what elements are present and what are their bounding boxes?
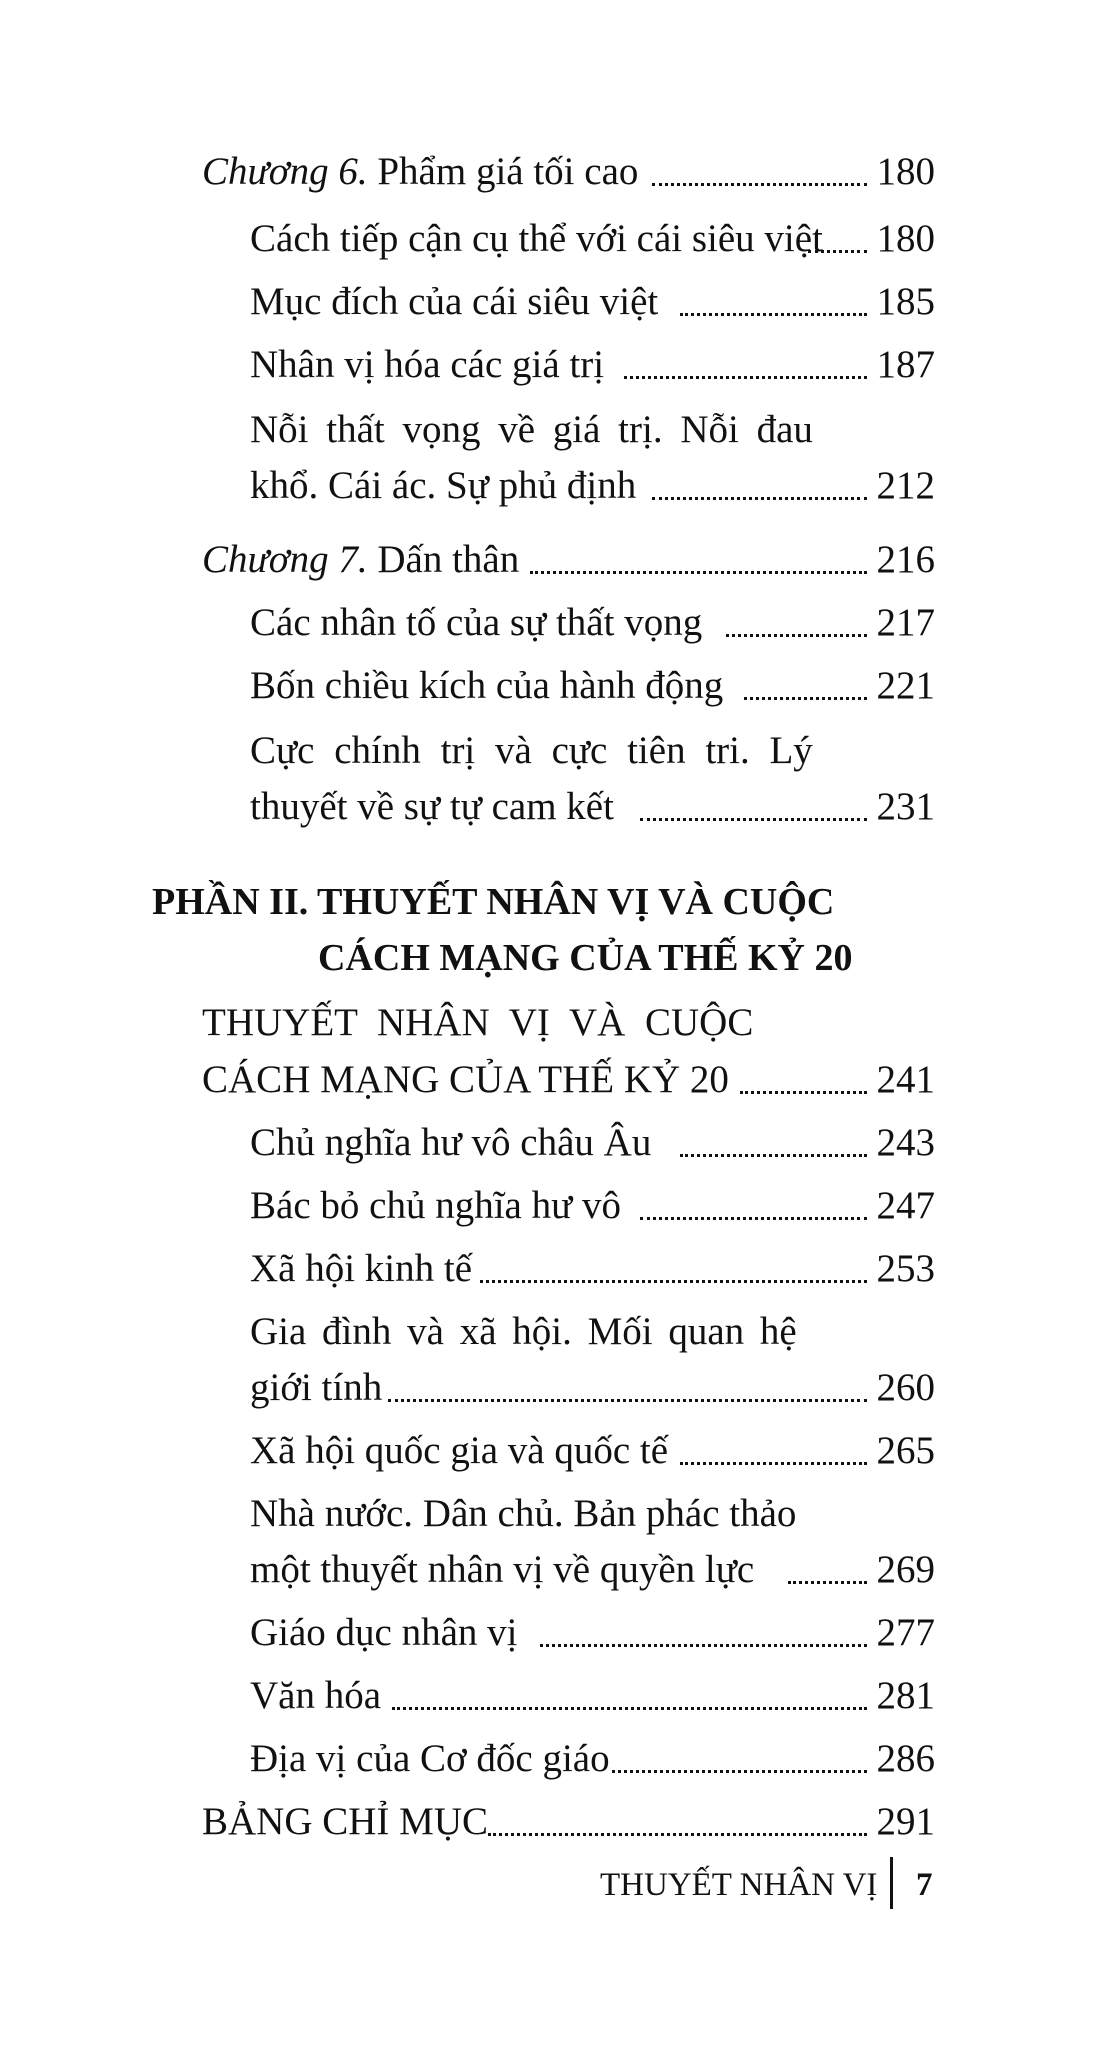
page-number: 212	[876, 464, 935, 507]
index-title: BẢNG CHỈ MỤC	[202, 1800, 489, 1843]
dot-leader	[530, 571, 867, 574]
section-title-line-1: Gia đình và xã hội. Mối quan hệ	[250, 1310, 797, 1353]
toc-entry-section	[0, 209, 1105, 269]
toc-entry-section	[0, 1603, 1105, 1663]
dot-leader	[680, 1462, 867, 1465]
dot-leader	[744, 697, 867, 700]
dot-leader	[788, 1581, 867, 1584]
section-title: Mục đích của cái siêu việt	[250, 280, 659, 323]
dot-leader	[726, 634, 867, 637]
dot-leader	[540, 1644, 867, 1647]
section-title: Cách tiếp cận cụ thể với cái siêu việt	[250, 217, 823, 260]
toc-entry-section	[0, 1113, 1105, 1173]
dot-leader	[612, 1770, 867, 1773]
toc-entry-section	[0, 335, 1105, 395]
toc-entry-section	[0, 1666, 1105, 1726]
dot-leader	[392, 1707, 867, 1710]
page-number: 216	[876, 538, 935, 581]
dot-leader	[640, 818, 867, 821]
toc-entry-section	[0, 656, 1105, 716]
toc-entry-section	[0, 593, 1105, 653]
toc-entry-chapter-7	[0, 530, 1105, 590]
section-title-line-1: Cực chính trị và cực tiên tri. Lý	[250, 729, 813, 772]
page-number: 221	[876, 664, 935, 707]
dot-leader	[680, 1154, 867, 1157]
dot-leader	[740, 1091, 867, 1094]
running-footer-title: THUYẾT NHÂN VỊ	[600, 1867, 878, 1903]
page-number: 241	[876, 1058, 935, 1101]
chapter-number: Chương 7.	[202, 538, 368, 581]
page-number: 260	[876, 1366, 935, 1409]
page-number: 291	[876, 1800, 935, 1843]
section-title-line-2: thuyết về sự tự cam kết	[250, 785, 614, 828]
section-title: Xã hội kinh tế	[250, 1247, 473, 1290]
section-title-line-2: khổ. Cái ác. Sự phủ định	[250, 464, 637, 507]
page-number: 265	[876, 1429, 935, 1472]
page-number: 253	[876, 1247, 935, 1290]
dot-leader	[480, 1280, 867, 1283]
entry-title-line-2: CÁCH MẠNG CỦA THẾ KỶ 20	[202, 1058, 729, 1101]
dot-leader	[680, 313, 867, 316]
dot-leader	[624, 376, 867, 379]
chapter-number: Chương 6.	[202, 150, 368, 193]
section-title: Xã hội quốc gia và quốc tế	[250, 1429, 669, 1472]
section-title: Giáo dục nhân vị	[250, 1611, 518, 1654]
section-title-line-1: Nỗi thất vọng về giá trị. Nỗi đau	[250, 408, 813, 451]
section-title: Bốn chiều kích của hành động	[250, 664, 724, 707]
section-title: Nhân vị hóa các giá trị	[250, 343, 605, 386]
toc-entry-section	[0, 1421, 1105, 1481]
toc-entry-section	[0, 777, 1105, 837]
page-number: 180	[876, 217, 935, 260]
page-number: 243	[876, 1121, 935, 1164]
page-number: 277	[876, 1611, 935, 1654]
toc-entry-index	[0, 1792, 1105, 1852]
chapter-title: Phẩm giá tối cao	[377, 150, 639, 193]
section-title-line-1: Nhà nước. Dân chủ. Bản phác thảo	[250, 1492, 797, 1535]
section-title: Bác bỏ chủ nghĩa hư vô	[250, 1184, 621, 1227]
dot-leader	[652, 497, 867, 500]
section-title: Các nhân tố của sự thất vọng	[250, 601, 703, 644]
toc-entry-section	[0, 1729, 1105, 1789]
page-number: 180	[876, 150, 935, 193]
toc-entry-section	[0, 1540, 1105, 1600]
part-heading-line-1: PHẦN II. THUYẾT NHÂN VỊ VÀ CUỘC	[152, 881, 835, 923]
page-number: 185	[876, 280, 935, 323]
page-number: 281	[876, 1674, 935, 1717]
toc-entry-section	[0, 1176, 1105, 1236]
footer-page-number: 7	[916, 1867, 933, 1903]
dot-leader	[488, 1833, 867, 1836]
section-title: Địa vị của Cơ đốc giáo	[250, 1737, 610, 1780]
section-title-line-2: giới tính	[250, 1366, 383, 1409]
dot-leader	[808, 250, 867, 253]
footer-divider	[890, 1857, 893, 1909]
page-number: 247	[876, 1184, 935, 1227]
toc-entry-section	[0, 1358, 1105, 1418]
page-number: 217	[876, 601, 935, 644]
toc-entry-section	[0, 1239, 1105, 1299]
part-heading-line-2: CÁCH MẠNG CỦA THẾ KỶ 20	[318, 937, 853, 979]
toc-entry-section	[0, 272, 1105, 332]
toc-entry-main	[0, 1050, 1105, 1110]
dot-leader	[640, 1217, 867, 1220]
page-number: 231	[876, 785, 935, 828]
toc-entry-section	[0, 456, 1105, 516]
page-number: 269	[876, 1548, 935, 1591]
toc-entry-chapter-6	[0, 142, 1105, 202]
page-number: 187	[876, 343, 935, 386]
dot-leader	[652, 183, 867, 186]
dot-leader	[388, 1399, 867, 1402]
section-title: Văn hóa	[250, 1674, 382, 1717]
chapter-title: Dấn thân	[377, 538, 520, 581]
section-title: Chủ nghĩa hư vô châu Âu	[250, 1121, 652, 1164]
entry-title-line-1: THUYẾT NHÂN VỊ VÀ CUỘC	[202, 1001, 754, 1044]
page-number: 286	[876, 1737, 935, 1780]
section-title-line-2: một thuyết nhân vị về quyền lực	[250, 1548, 755, 1591]
